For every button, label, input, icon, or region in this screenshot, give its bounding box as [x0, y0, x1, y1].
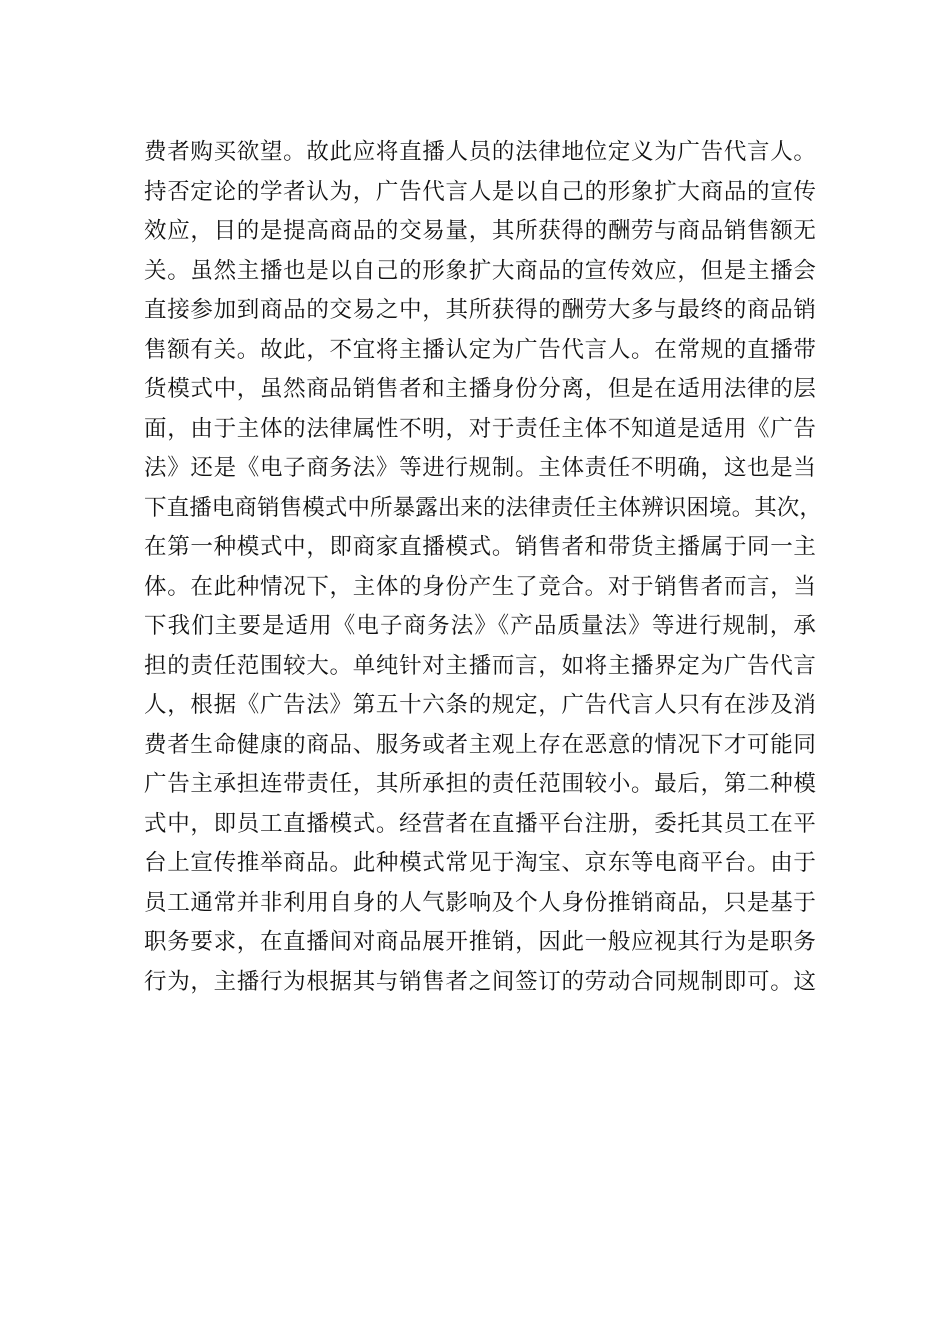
text-line-18: 式中，即员工直播模式。经营者在直播平台注册，委托其员工在平 [144, 810, 816, 837]
body-paragraph [144, 133, 823, 1002]
text-line-5: 直接参加到商品的交易之中，其所获得的酬劳大多与最终的商品销 [144, 297, 816, 323]
text-line-3: 效应，目的是提高商品的交易量，其所获得的酬劳与商品销售额无 [144, 218, 816, 244]
text-line-9: 法》还是《电子商务法》等进行规制。主体责任不明确，这也是当 [144, 455, 816, 481]
text-line-2: 持否定论的学者认为，广告代言人是以自己的形象扩大商品的宣传 [144, 178, 816, 205]
text-line-6: 售额有关。故此，不宜将主播认定为广告代言人。在常规的直播带 [144, 336, 816, 363]
text-line-8: 面，由于主体的法律属性不明，对于责任主体不知道是适用《广告 [144, 415, 816, 442]
text-line-19: 台上宣传推举商品。此种模式常见于淘宝、京东等电商平台。由于 [144, 850, 816, 876]
text-line-17: 广告主承担连带责任，其所承担的责任范围较小。最后，第二种模 [144, 771, 816, 797]
text-line-15: 人，根据《广告法》第五十六条的规定，广告代言人只有在涉及消 [144, 692, 816, 718]
text-line-7: 货模式中，虽然商品销售者和主播身份分离，但是在适用法律的层 [144, 376, 816, 402]
text-line-12: 体。在此种情况下，主体的身份产生了竞合。对于销售者而言，当 [144, 573, 816, 600]
text-line-4: 关。虽然主播也是以自己的形象扩大商品的宣传效应，但是主播会 [144, 257, 816, 284]
text-line-22: 行为，主播行为根据其与销售者之间签订的劳动合同规制即可。这 [144, 968, 816, 995]
text-line-10: 下直播电商销售模式中所暴露出来的法律责任主体辨识困境。其次， [144, 494, 823, 521]
text-line-21: 职务要求，在直播间对商品展开推销，因此一般应视其行为是职务 [144, 929, 816, 955]
text-line-1: 费者购买欲望。故此应将直播人员的法律地位定义为广告代言人。 [144, 139, 816, 165]
text-line-16: 费者生命健康的商品、服务或者主观上存在恶意的情况下才可能同 [144, 731, 816, 758]
text-line-14: 担的责任范围较大。单纯针对主播而言，如将主播界定为广告代言 [144, 652, 816, 679]
text-line-20: 员工通常并非利用自身的人气影响及个人身份推销商品，只是基于 [144, 889, 816, 916]
text-line-11: 在第一种模式中，即商家直播模式。销售者和带货主播属于同一主 [144, 534, 816, 560]
text-line-13: 下我们主要是适用《电子商务法》《产品质量法》等进行规制，承 [144, 613, 816, 639]
